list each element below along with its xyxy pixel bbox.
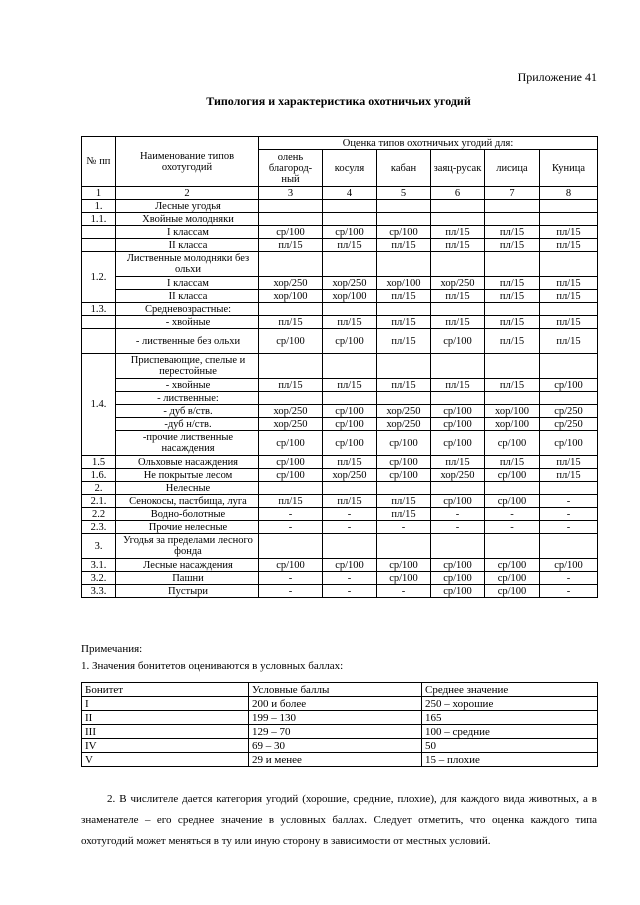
rating-cell: хор/100	[377, 277, 431, 290]
rating-cell: пл/15	[431, 226, 485, 239]
rating-cell: ср/100	[431, 405, 485, 418]
rating-cell: хор/250	[377, 418, 431, 431]
rating-cell: -	[377, 521, 431, 534]
rating-cell: ср/100	[323, 431, 377, 456]
animal-header: Куница	[540, 150, 598, 187]
rating-cell: ср/100	[540, 379, 598, 392]
rating-cell: ср/100	[377, 226, 431, 239]
rating-cell: ср/100	[485, 469, 540, 482]
rating-cell: пл/15	[323, 495, 377, 508]
bonitet-table	[81, 682, 598, 767]
rating-cell	[485, 534, 540, 559]
rating-cell: -	[540, 521, 598, 534]
row-number: 2.	[82, 482, 116, 495]
rating-cell	[431, 354, 485, 379]
bonitet-cell: V	[82, 753, 249, 767]
rating-cell: ср/100	[485, 559, 540, 572]
rating-cell: пл/15	[540, 469, 598, 482]
rating-cell: -	[323, 572, 377, 585]
table-row	[82, 405, 598, 418]
rating-cell	[540, 252, 598, 277]
rating-cell: -	[431, 508, 485, 521]
animal-header: заяц-русак	[431, 150, 485, 187]
row-name: - лиственные:	[116, 392, 259, 405]
rating-cell: ср/100	[431, 585, 485, 598]
table-row	[82, 495, 598, 508]
column-number: 6	[431, 187, 485, 200]
rating-cell: -	[323, 521, 377, 534]
rating-cell: ср/100	[431, 431, 485, 456]
rating-cell: пл/15	[377, 239, 431, 252]
rating-cell	[540, 482, 598, 495]
rating-cell: хор/250	[323, 277, 377, 290]
row-name: Пустыри	[116, 585, 259, 598]
rating-cell: ср/100	[259, 559, 323, 572]
row-name: Средневозрастные:	[116, 303, 259, 316]
rating-cell: пл/15	[485, 379, 540, 392]
no-header: № пп	[82, 137, 116, 187]
rating-cell	[431, 392, 485, 405]
row-name: Лиственные молодняки без ольхи	[116, 252, 259, 277]
rating-cell	[431, 303, 485, 316]
rating-cell	[259, 392, 323, 405]
rating-cell	[323, 354, 377, 379]
rating-cell: хор/100	[485, 418, 540, 431]
rating-cell: -	[259, 585, 323, 598]
rating-cell: ср/100	[259, 469, 323, 482]
rating-cell: пл/15	[485, 316, 540, 329]
row-name: Пашни	[116, 572, 259, 585]
rating-cell: -	[323, 508, 377, 521]
row-number: 1.1.	[82, 213, 116, 226]
bonitet-cell: 29 и менее	[249, 753, 422, 767]
column-number: 2	[116, 187, 259, 200]
rating-cell: пл/15	[323, 379, 377, 392]
rating-cell: пл/15	[540, 290, 598, 303]
column-number: 7	[485, 187, 540, 200]
appendix-label: Приложение 41	[517, 70, 597, 84]
rating-cell	[323, 534, 377, 559]
row-name: Не покрытые лесом	[116, 469, 259, 482]
table-body	[82, 200, 598, 598]
rating-cell: хор/250	[377, 405, 431, 418]
rating-cell: пл/15	[323, 239, 377, 252]
rating-cell: пл/15	[259, 239, 323, 252]
rating-cell: хор/250	[431, 469, 485, 482]
table-row	[82, 456, 598, 469]
rating-cell: ср/100	[377, 469, 431, 482]
rating-cell	[485, 392, 540, 405]
rating-cell: пл/15	[485, 290, 540, 303]
rating-cell	[485, 482, 540, 495]
rating-cell: ср/100	[540, 559, 598, 572]
bonitet-cell: III	[82, 725, 249, 739]
rating-cell: ср/100	[259, 226, 323, 239]
rating-cell: пл/15	[377, 290, 431, 303]
rating-cell: хор/250	[259, 405, 323, 418]
row-name: I классам	[116, 226, 259, 239]
bonitet-cell: 100 – средние	[422, 725, 598, 739]
row-name: - хвойные	[116, 316, 259, 329]
rating-cell	[485, 303, 540, 316]
table-row	[82, 534, 598, 559]
rating-cell: пл/15	[540, 239, 598, 252]
rating-cell: пл/15	[485, 456, 540, 469]
bonitet-header: Бонитет	[82, 683, 249, 697]
rating-cell	[431, 213, 485, 226]
rating-cell: пл/15	[540, 277, 598, 290]
row-name: -дуб н/ств.	[116, 418, 259, 431]
rating-cell: ср/100	[431, 572, 485, 585]
row-number: 1.3.	[82, 303, 116, 316]
bonitet-cell: 69 – 30	[249, 739, 422, 753]
rating-cell: ср/100	[377, 572, 431, 585]
row-number: 3.2.	[82, 572, 116, 585]
bonitet-body	[82, 697, 598, 767]
mean-header: Среднее значение	[422, 683, 598, 697]
row-name: II класса	[116, 239, 259, 252]
rating-cell	[259, 534, 323, 559]
bonitet-row	[82, 753, 598, 767]
rating-cell	[259, 200, 323, 213]
table-row	[82, 482, 598, 495]
table-row	[82, 379, 598, 392]
rating-cell: -	[259, 572, 323, 585]
row-number: 1.2.	[82, 252, 116, 303]
table-row	[82, 572, 598, 585]
rating-cell	[431, 200, 485, 213]
rating-cell: ср/100	[323, 405, 377, 418]
table-row	[82, 277, 598, 290]
bonitet-cell: 50	[422, 739, 598, 753]
row-number: 1.4.	[82, 354, 116, 456]
rating-cell: пл/15	[377, 329, 431, 354]
rating-cell	[377, 252, 431, 277]
rating-cell: -	[485, 521, 540, 534]
rating-cell	[377, 482, 431, 495]
row-number: 2.1.	[82, 495, 116, 508]
rating-cell: хор/250	[431, 277, 485, 290]
rating-cell	[259, 482, 323, 495]
table-row	[82, 200, 598, 213]
rating-cell: хор/100	[323, 290, 377, 303]
bonitet-cell: 129 – 70	[249, 725, 422, 739]
rating-cell	[485, 354, 540, 379]
rating-cell	[377, 392, 431, 405]
rating-cell: пл/15	[259, 316, 323, 329]
rating-cell: ср/100	[323, 329, 377, 354]
rating-cell: ср/100	[485, 431, 540, 456]
rating-cell	[323, 252, 377, 277]
rating-cell: пл/15	[431, 239, 485, 252]
rating-cell	[259, 252, 323, 277]
bonitet-row	[82, 697, 598, 711]
rating-cell: пл/15	[377, 316, 431, 329]
rating-cell: пл/15	[377, 379, 431, 392]
row-number	[82, 239, 116, 252]
row-name: Угодья за пределами лесного фонда	[116, 534, 259, 559]
page-title: Типология и характеристика охотничьих угодий	[206, 94, 471, 108]
hunting-grounds-table	[81, 136, 598, 598]
rating-cell: -	[431, 521, 485, 534]
rating-cell	[259, 213, 323, 226]
bonitet-row	[82, 711, 598, 725]
row-number: 1.6.	[82, 469, 116, 482]
note-2: 2. В числителе дается категория угодий (хорошие, средние, плохие), для каждого вида животных, а в знаменателе – его среднее значение в условных баллах. Следует отметить, что оценка каждого типа охотугодий может меняться в ту или иную сторону в зависимости от местных условий.	[81, 793, 597, 847]
notes-label: Примечания:	[81, 643, 143, 655]
row-number: 2.3.	[82, 521, 116, 534]
rating-cell	[431, 252, 485, 277]
rating-cell	[323, 213, 377, 226]
rating-cell	[540, 392, 598, 405]
rating-cell: ср/100	[323, 418, 377, 431]
table-row	[82, 252, 598, 277]
rating-cell: пл/15	[323, 456, 377, 469]
animal-header: кабан	[377, 150, 431, 187]
row-number	[82, 316, 116, 329]
rating-cell: хор/100	[259, 290, 323, 303]
row-name: Лесные угодья	[116, 200, 259, 213]
rating-cell: хор/250	[323, 469, 377, 482]
rating-cell: ср/100	[323, 226, 377, 239]
bonitet-cell: 15 – плохие	[422, 753, 598, 767]
rating-cell	[377, 200, 431, 213]
rating-cell	[540, 534, 598, 559]
row-name: - хвойные	[116, 379, 259, 392]
row-name: Ольховые насаждения	[116, 456, 259, 469]
row-name: Хвойные молодняки	[116, 213, 259, 226]
rating-cell: пл/15	[485, 226, 540, 239]
rating-cell	[323, 200, 377, 213]
rating-cell: ср/100	[485, 495, 540, 508]
rating-cell: ср/100	[259, 431, 323, 456]
row-name: Нелесные	[116, 482, 259, 495]
table-row	[82, 303, 598, 316]
rating-cell	[377, 354, 431, 379]
rating-cell: пл/15	[485, 329, 540, 354]
row-name: Лесные насаждения	[116, 559, 259, 572]
row-number: 3.	[82, 534, 116, 559]
rating-cell	[259, 354, 323, 379]
table-row	[82, 239, 598, 252]
rating-cell: пл/15	[377, 495, 431, 508]
rating-cell: ср/250	[540, 418, 598, 431]
table-row	[82, 559, 598, 572]
rating-cell	[485, 213, 540, 226]
rating-cell: хор/100	[485, 405, 540, 418]
rating-cell: ср/100	[377, 431, 431, 456]
table-row	[82, 213, 598, 226]
rating-cell	[431, 534, 485, 559]
name-header: Наименование типов охотугодий	[116, 137, 259, 187]
rating-cell: пл/15	[540, 316, 598, 329]
rating-cell: ср/100	[540, 431, 598, 456]
rating-cell: хор/250	[259, 418, 323, 431]
rating-cell: -	[540, 572, 598, 585]
rating-cell: ср/100	[431, 495, 485, 508]
rating-cell	[377, 213, 431, 226]
rating-cell: ср/250	[540, 405, 598, 418]
rating-cell	[485, 200, 540, 213]
row-number: 2.2	[82, 508, 116, 521]
note-1: 1. Значения бонитетов оцениваются в условных баллах:	[81, 660, 344, 672]
bonitet-row	[82, 739, 598, 753]
table-row	[82, 418, 598, 431]
table-row	[82, 392, 598, 405]
rating-cell: ср/100	[485, 585, 540, 598]
rating-cell: -	[540, 508, 598, 521]
row-number	[82, 329, 116, 354]
rating-cell	[540, 213, 598, 226]
bonitet-cell: I	[82, 697, 249, 711]
rating-cell: пл/15	[485, 239, 540, 252]
rating-cell: пл/15	[431, 379, 485, 392]
rating-cell: хор/250	[259, 277, 323, 290]
rating-cell: ср/100	[259, 456, 323, 469]
rating-cell: ср/100	[377, 456, 431, 469]
rating-cell: -	[540, 495, 598, 508]
rating-cell: ср/100	[377, 559, 431, 572]
rating-cell	[323, 392, 377, 405]
row-name: Приспевающие, спелые и перестойные	[116, 354, 259, 379]
rating-cell	[431, 482, 485, 495]
rating-cell: пл/15	[323, 316, 377, 329]
rating-cell: пл/15	[540, 456, 598, 469]
rating-cell: пл/15	[431, 316, 485, 329]
bonitet-cell: IV	[82, 739, 249, 753]
rating-cell: -	[485, 508, 540, 521]
row-number: 1.	[82, 200, 116, 213]
row-name: I классам	[116, 277, 259, 290]
bonitet-cell: 200 и более	[249, 697, 422, 711]
table-row	[82, 431, 598, 456]
table-row	[82, 521, 598, 534]
rating-cell: -	[377, 585, 431, 598]
table-row	[82, 585, 598, 598]
column-number: 5	[377, 187, 431, 200]
table-row	[82, 329, 598, 354]
rating-cell	[323, 482, 377, 495]
animal-header: лисица	[485, 150, 540, 187]
animal-header: олень благород-ный	[259, 150, 323, 187]
rating-cell	[377, 303, 431, 316]
rating-cell: ср/100	[485, 572, 540, 585]
rating-cell: -	[259, 508, 323, 521]
rating-cell: ср/100	[431, 418, 485, 431]
rating-cell: пл/15	[259, 379, 323, 392]
table-row	[82, 226, 598, 239]
bonitet-cell: II	[82, 711, 249, 725]
rating-cell	[323, 303, 377, 316]
table-row	[82, 290, 598, 303]
bonitet-cell: 250 – хорошие	[422, 697, 598, 711]
column-number: 1	[82, 187, 116, 200]
rating-cell: -	[323, 585, 377, 598]
rating-cell	[259, 303, 323, 316]
rating-cell: ср/100	[323, 559, 377, 572]
table-row	[82, 354, 598, 379]
rating-cell: ср/100	[259, 329, 323, 354]
rating-cell: ср/100	[431, 329, 485, 354]
rating-cell: пл/15	[540, 329, 598, 354]
rating-cell: пл/15	[259, 495, 323, 508]
group-header: Оценка типов охотничьих угодий для:	[259, 137, 598, 150]
bonitet-cell: 165	[422, 711, 598, 725]
rating-cell: пл/15	[431, 290, 485, 303]
table-row	[82, 316, 598, 329]
bonitet-row	[82, 725, 598, 739]
column-number: 4	[323, 187, 377, 200]
rating-cell: ср/100	[431, 559, 485, 572]
table-row	[82, 469, 598, 482]
row-number: 3.3.	[82, 585, 116, 598]
rating-cell: пл/15	[431, 456, 485, 469]
row-name: Водно-болотные	[116, 508, 259, 521]
rating-cell: пл/15	[540, 226, 598, 239]
rating-cell: -	[540, 585, 598, 598]
bonitet-cell: 199 – 130	[249, 711, 422, 725]
row-name: - дуб в/ств.	[116, 405, 259, 418]
rating-cell: пл/15	[377, 508, 431, 521]
row-name: II класса	[116, 290, 259, 303]
rating-cell	[540, 354, 598, 379]
table-row	[82, 508, 598, 521]
column-number: 8	[540, 187, 598, 200]
score-header: Условные баллы	[249, 683, 422, 697]
column-number: 3	[259, 187, 323, 200]
row-name: Сенокосы, пастбища, луга	[116, 495, 259, 508]
row-name: Прочие нелесные	[116, 521, 259, 534]
rating-cell	[485, 252, 540, 277]
rating-cell	[540, 200, 598, 213]
row-name: -прочие лиственные насаждения	[116, 431, 259, 456]
row-name: - лиственные без ольхи	[116, 329, 259, 354]
row-number: 3.1.	[82, 559, 116, 572]
row-number	[82, 226, 116, 239]
rating-cell: -	[259, 521, 323, 534]
row-number: 1.5	[82, 456, 116, 469]
animal-header: косуля	[323, 150, 377, 187]
rating-cell: пл/15	[485, 277, 540, 290]
rating-cell	[377, 534, 431, 559]
rating-cell	[540, 303, 598, 316]
